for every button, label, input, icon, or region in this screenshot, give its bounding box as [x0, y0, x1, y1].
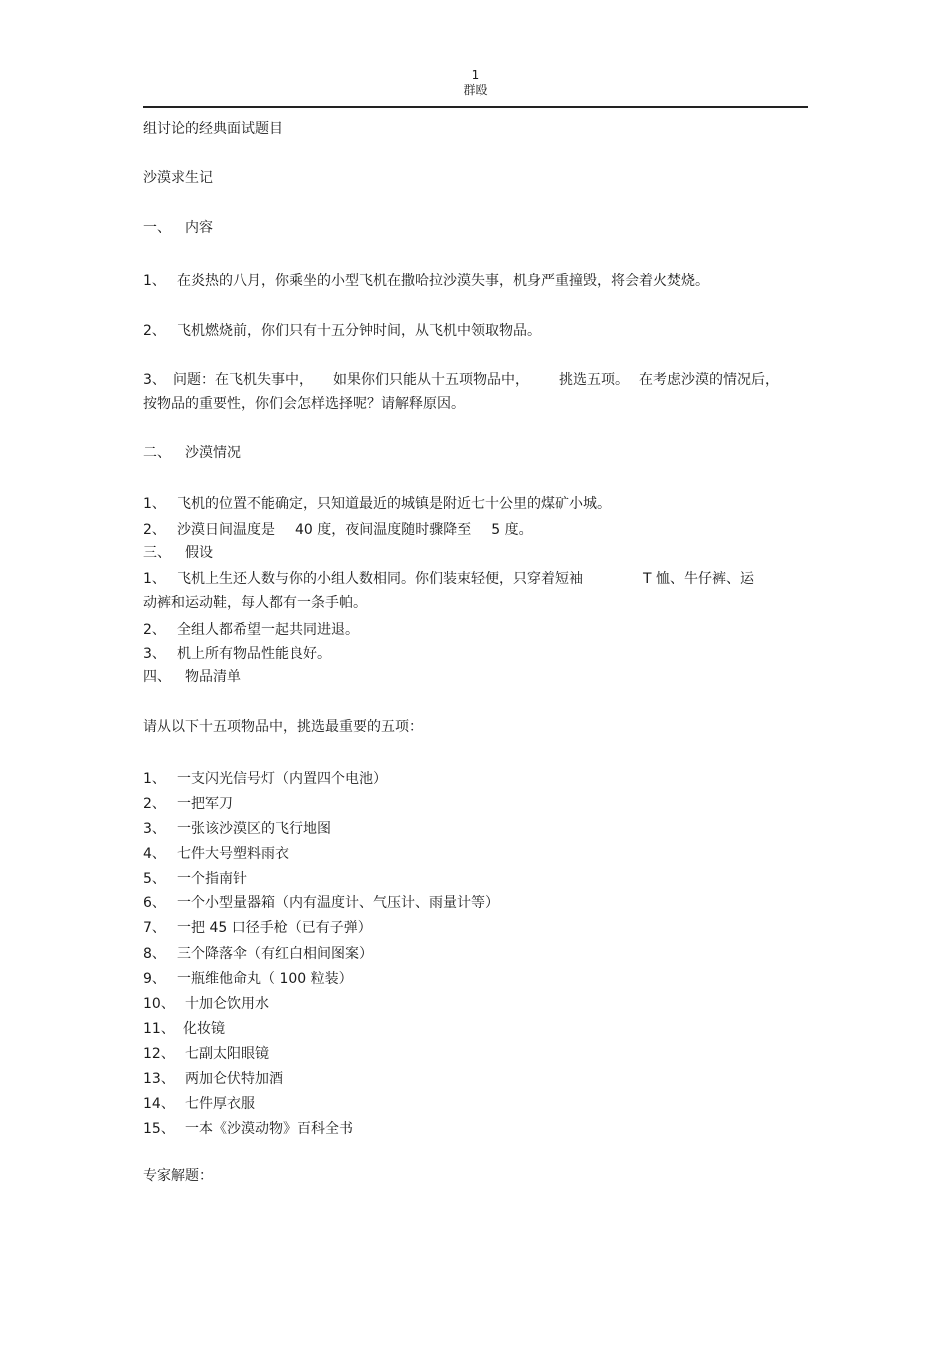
- item-number: 11、: [143, 1021, 175, 1037]
- item-number: 1、: [143, 771, 166, 787]
- item-number: 3、: [143, 372, 166, 388]
- item-text: 问题：在飞机失事中，: [173, 372, 313, 388]
- section-title: 沙漠情况: [185, 445, 241, 461]
- section-number: 一、: [143, 220, 171, 236]
- item-number: 1、: [143, 273, 166, 289]
- section-number: 三、: [143, 545, 171, 561]
- item-text: 机上所有物品性能良好。: [177, 646, 331, 662]
- section-heading-assumptions: [143, 542, 213, 564]
- list-item: [143, 1018, 225, 1040]
- list-item: [143, 1118, 353, 1140]
- item-text: 在炎热的八月，你乘坐的小型飞机在撒哈拉沙漠失事，机身严重撞毁，将会着火焚烧。: [177, 273, 709, 289]
- list-item: [143, 818, 331, 840]
- item-text: 七副太阳眼镜: [185, 1046, 269, 1062]
- list-item: [143, 793, 233, 815]
- item-text: 40 度，夜间温度随时骤降至: [295, 522, 472, 538]
- section-heading-item-list: [143, 666, 241, 688]
- list-item-continuation: 按物品的重要性，你们会怎样选择呢？请解释原因。: [143, 396, 465, 412]
- list-item: [143, 643, 331, 665]
- section-title: 物品清单: [185, 669, 241, 685]
- list-item: [143, 1043, 269, 1065]
- list-item: [143, 868, 247, 890]
- item-text: 三个降落伞（有红白相间图案）: [177, 946, 373, 962]
- item-text: 七件大号塑料雨衣: [177, 846, 289, 862]
- list-item: [143, 369, 779, 391]
- item-list-intro: 请从以下十五项物品中，挑选最重要的五项：: [143, 719, 423, 735]
- list-item: [143, 1093, 255, 1115]
- item-number: 5、: [143, 871, 166, 887]
- item-text: 5 度。: [491, 522, 533, 538]
- item-number: 2、: [143, 323, 166, 339]
- list-item: [143, 320, 541, 342]
- list-item: [143, 568, 754, 590]
- list-item: [143, 493, 611, 515]
- list-item: [143, 968, 353, 990]
- list-item: [143, 768, 387, 790]
- item-number: 12、: [143, 1046, 175, 1062]
- item-number: 2、: [143, 622, 166, 638]
- item-text: 飞机的位置不能确定，只知道最近的城镇是附近七十公里的煤矿小城。: [177, 496, 611, 512]
- list-item: [143, 519, 533, 541]
- item-number: 8、: [143, 946, 166, 962]
- item-text: 一个指南针: [177, 871, 247, 887]
- list-item: [143, 1068, 283, 1090]
- item-number: 1、: [143, 571, 166, 587]
- item-number: 10、: [143, 996, 175, 1012]
- page-header: [143, 68, 808, 98]
- list-item: [143, 917, 372, 939]
- header-rule: [143, 106, 808, 108]
- running-title: 群殴: [463, 83, 488, 97]
- item-number: 9、: [143, 971, 166, 987]
- list-item-continuation: 动裤和运动鞋，每人都有一条手帕。: [143, 595, 367, 611]
- item-text: 飞机燃烧前，你们只有十五分钟时间，从飞机中领取物品。: [177, 323, 541, 339]
- item-text: 一支闪光信号灯（内置四个电池）: [177, 771, 387, 787]
- item-text: 十加仑饮用水: [185, 996, 269, 1012]
- list-item: [143, 892, 499, 914]
- page-number: 1: [471, 68, 480, 82]
- item-number: 14、: [143, 1096, 175, 1112]
- item-text: 两加仑伏特加酒: [185, 1071, 283, 1087]
- item-text: 一瓶维他命丸（ 100 粒装）: [177, 971, 353, 987]
- item-text: 一张该沙漠区的飞行地图: [177, 821, 331, 837]
- expert-heading: 专家解题：: [143, 1168, 213, 1184]
- item-number: 2、: [143, 796, 166, 812]
- list-item: [143, 843, 289, 865]
- section-number: 二、: [143, 445, 171, 461]
- item-text: 化妆镜: [183, 1021, 225, 1037]
- section-title: 内容: [185, 220, 213, 236]
- item-text: 飞机上生还人数与你的小组人数相同。你们装束轻便，只穿着短袖: [177, 571, 583, 587]
- item-text: 挑选五项。: [559, 372, 629, 388]
- section-heading-desert: [143, 442, 241, 464]
- list-item: [143, 619, 359, 641]
- item-number: 15、: [143, 1121, 175, 1137]
- item-text: 七件厚衣服: [185, 1096, 255, 1112]
- item-text: 在考虑沙漠的情况后，: [639, 372, 779, 388]
- item-number: 3、: [143, 646, 166, 662]
- section-title: 假设: [185, 545, 213, 561]
- item-text: T 恤、牛仔裤、运: [643, 571, 755, 587]
- list-item: [143, 943, 373, 965]
- item-text: 一把军刀: [177, 796, 233, 812]
- item-text: 一个小型量器箱（内有温度计、气压计、雨量计等）: [177, 895, 499, 911]
- item-text: 一本《沙漠动物》百科全书: [185, 1121, 353, 1137]
- document-subtitle: 沙漠求生记: [143, 170, 213, 186]
- item-text: 沙漠日间温度是: [177, 522, 275, 538]
- section-heading-content: [143, 217, 213, 239]
- item-number: 2、: [143, 522, 166, 538]
- section-number: 四、: [143, 669, 171, 685]
- list-item: [143, 270, 709, 292]
- item-text: 如果你们只能从十五项物品中，: [333, 372, 529, 388]
- item-number: 3、: [143, 821, 166, 837]
- list-item: [143, 993, 269, 1015]
- item-number: 6、: [143, 895, 166, 911]
- item-number: 4、: [143, 846, 166, 862]
- item-number: 1、: [143, 496, 166, 512]
- item-number: 7、: [143, 920, 166, 936]
- item-text: 一把 45 口径手枪（已有子弹）: [177, 920, 372, 936]
- item-text: 全组人都希望一起共同进退。: [177, 622, 359, 638]
- document-title: 组讨论的经典面试题目: [143, 121, 283, 137]
- item-number: 13、: [143, 1071, 175, 1087]
